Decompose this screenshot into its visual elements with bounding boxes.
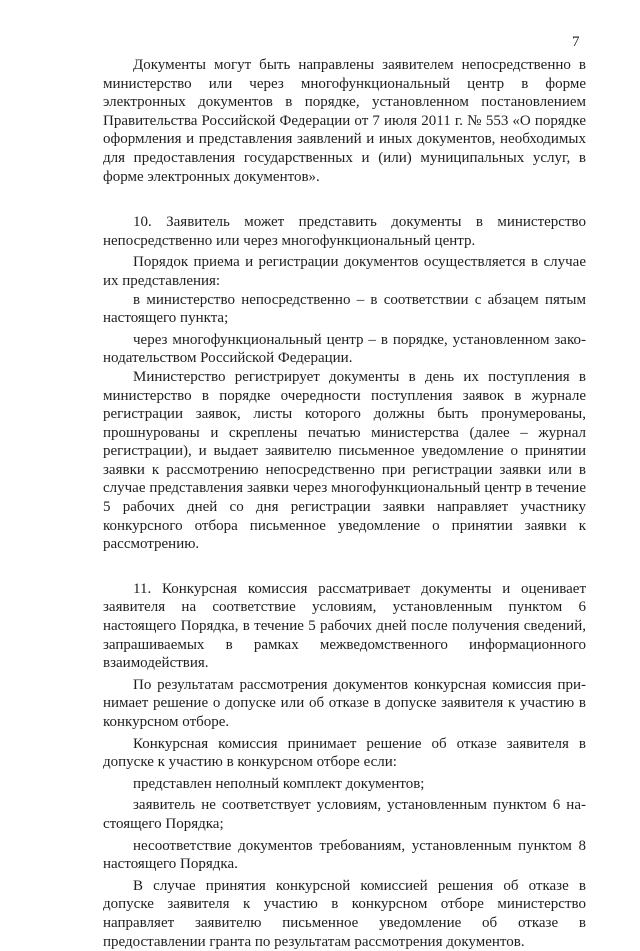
- paragraph-item-10: 10. Заявитель может представить документы в министерство непосредственно или через многофункциональный центр.: [103, 214, 586, 249]
- document-body: [103, 56, 586, 951]
- paragraph-mfc-submission: через многофункциональный центр – в порядке, установленном законодательством Российской Федерации.: [103, 331, 586, 367]
- page-number: 7: [572, 34, 580, 50]
- paragraph-refusal-notice: В случае принятия конкурсной комиссией решения об отказе в допуске заявителя к участию в конкурсном отборе министерство направляет заявителю письменное уведомление об отказе в предоставлении гранта по результатам рассмотрения документов.: [103, 877, 586, 950]
- paragraph-electronic-documents: Документы могут быть направлены заявителем непосредственно в министерство или через многофункциональный центр в форме электронных документов в порядке, установленном постановлением Правительства Российской Федерации от 7 июля 2011 г. № 553 «О порядке оформления и представления заявлений и иных документов, необходимых для предоставления государственных и (или) муниципальных услуг, в форме электронных документов».: [103, 57, 586, 185]
- paragraph-reception-order: Порядок приема и регистрации документов осуществляется в случае их представления:: [103, 254, 586, 289]
- paragraph-nonconformity-item8: несоответствие документов требованиям, установленным пунктом 8 настоящего Порядка.: [103, 837, 586, 873]
- paragraph-item-11: 11. Конкурсная комиссия рассматривает документы и оценивает заявителя на соответствие условиям, установленным пунктом 6 настоящего Порядка, в течение 5 рабочих дней после получения сведений, запрашиваемых в рамках межведомственного информационного взаимодействия.: [103, 580, 586, 672]
- paragraph-admission-decision: По результатам рассмотрения документов конкурсная комиссия принимает решение о допуске или об отказе в допуске заявителя к участию в конкурсном отборе.: [103, 676, 586, 730]
- paragraph-incomplete-documents: представлен неполный комплект документов;: [133, 775, 425, 792]
- paragraph-registration: Министерство регистрирует документы в день их поступления в министерство в порядке очередности поступления заявок в журнале регистрации заявок, листы которого должны быть пронумерованы, прошнурованы и скреплены печатью министерства (далее – журнал регистрации), и выдает заявителю письменное уведомление о принятии заявки к рассмотрению непосредственно при регистрации заявки или в случае представления заявки через многофункциональный центр в течение 5 рабочих дней со дня регистрации заявки направляет участнику конкурсного отбора письменное уведомление о принятии заявки к рассмотрению.: [103, 368, 586, 553]
- paragraph-direct-submission: в министерство непосредственно – в соответствии с абзацем пятым настоящего пункта;: [103, 291, 586, 327]
- paragraph-refusal-conditions: Конкурсная комиссия принимает решение об отказе заявителя в допуске к участию в конкурсном отборе если:: [103, 735, 586, 771]
- paragraph-nonconformity-item6: заявитель не соответствует условиям, установленным пунктом 6 настоящего Порядка;: [103, 797, 586, 832]
